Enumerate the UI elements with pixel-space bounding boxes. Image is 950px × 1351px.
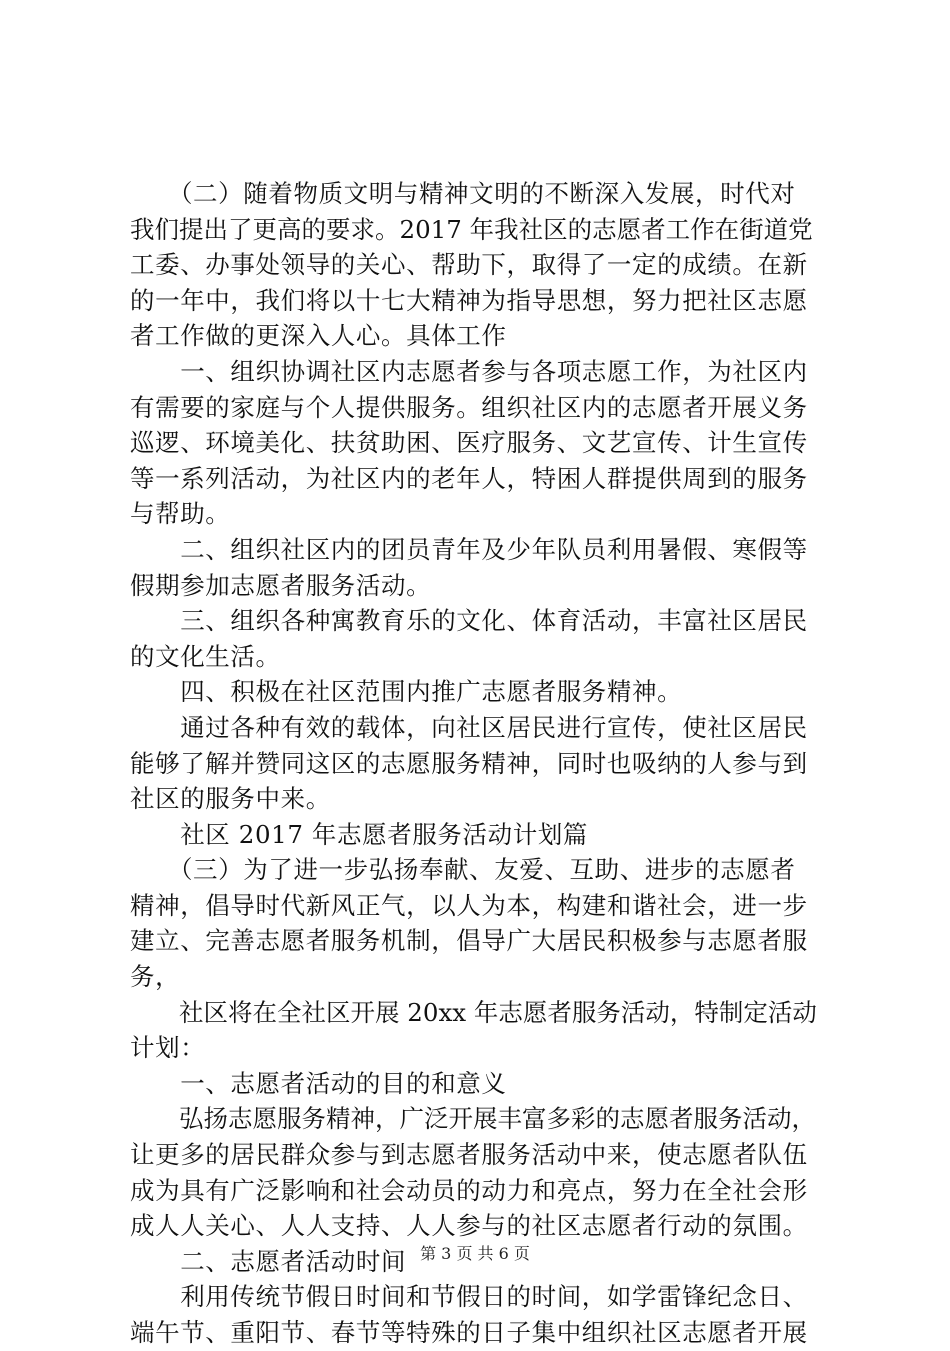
text-line: 能够了解并赞同这区的志愿服务精神，同时也吸纳的人参与到: [130, 748, 808, 778]
text-line: 有需要的家庭与个人提供服务。组织社区内的志愿者开展义务: [130, 392, 808, 422]
text-line: 与帮助。: [130, 499, 231, 529]
text-line: 精神，倡导时代新风正气，以人为本，构建和谐社会，进一步: [130, 890, 808, 920]
text-line: 一、组织协调社区内志愿者参与各项志愿工作，为社区内: [130, 356, 808, 386]
text-line: （三）为了进一步弘扬奉献、友爱、互助、进步的志愿者: [130, 855, 796, 885]
text-line: 的一年中，我们将以十七大精神为指导思想，努力把社区志愿: [130, 285, 808, 315]
text-line: 工委、办事处领导的关心、帮助下，取得了一定的成绩。在新: [130, 250, 808, 280]
text-line: 三、组织各种寓教育乐的文化、体育活动，丰富社区居民: [130, 606, 808, 636]
text-line: 成人人关心、人人支持、人人参与的社区志愿者行动的氛围。: [130, 1211, 808, 1241]
text-line: 巡逻、环境美化、扶贫助困、医疗服务、文艺宣传、计生宣传: [130, 428, 808, 458]
text-line: 利用传统节假日时间和节假日的时间，如学雷锋纪念日、: [130, 1282, 808, 1312]
text-line: 建立、完善志愿者服务机制，倡导广大居民积极参与志愿者服: [130, 926, 808, 956]
text-line: （二）随着物质文明与精神文明的不断深入发展，时代对: [130, 179, 796, 208]
text-line: 等一系列活动，为社区内的老年人，特困人群提供周到的服务: [130, 463, 808, 493]
text-line: 社区将在全社区开展 20xx 年志愿者服务活动，特制定活动: [130, 997, 817, 1027]
text-line: 社区 2017 年志愿者服务活动计划篇: [130, 819, 589, 849]
text-line: 务，: [130, 962, 181, 992]
page-footer: 第 3 页 共 6 页: [420, 1244, 530, 1263]
text-line: 的文化生活。: [130, 641, 281, 671]
text-line: 社区的服务中来。: [130, 784, 331, 814]
text-line: 弘扬志愿服务精神，广泛开展丰富多彩的志愿者服务活动，: [130, 1104, 816, 1134]
text-line: 者工作做的更深入人心。具体工作: [130, 321, 507, 351]
text-line: 一、志愿者活动的目的和意义: [130, 1068, 507, 1098]
document-body: [130, 176, 830, 1351]
text-line: 二、组织社区内的团员青年及少年队员利用暑假、寒假等: [130, 534, 808, 564]
text-line: 通过各种有效的载体，向社区居民进行宣传，使社区居民: [130, 712, 808, 742]
text-line: 我们提出了更高的要求。2017 年我社区的志愿者工作在街道党: [130, 214, 813, 244]
text-line: 四、积极在社区范围内推广志愿者服务精神。: [130, 677, 683, 707]
text-line: 计划：: [130, 1033, 206, 1063]
text-line: 让更多的居民群众参与到志愿者服务活动中来，使志愿者队伍: [130, 1140, 808, 1170]
text-line: 成为具有广泛影响和社会动员的动力和亮点，努力在全社会形: [130, 1175, 808, 1205]
text-line: 二、志愿者活动时间: [130, 1246, 407, 1276]
text-line: 假期参加志愿者服务活动。: [130, 570, 432, 600]
text-line: 端午节、重阳节、春节等特殊的日子集中组织社区志愿者开展: [130, 1318, 808, 1347]
